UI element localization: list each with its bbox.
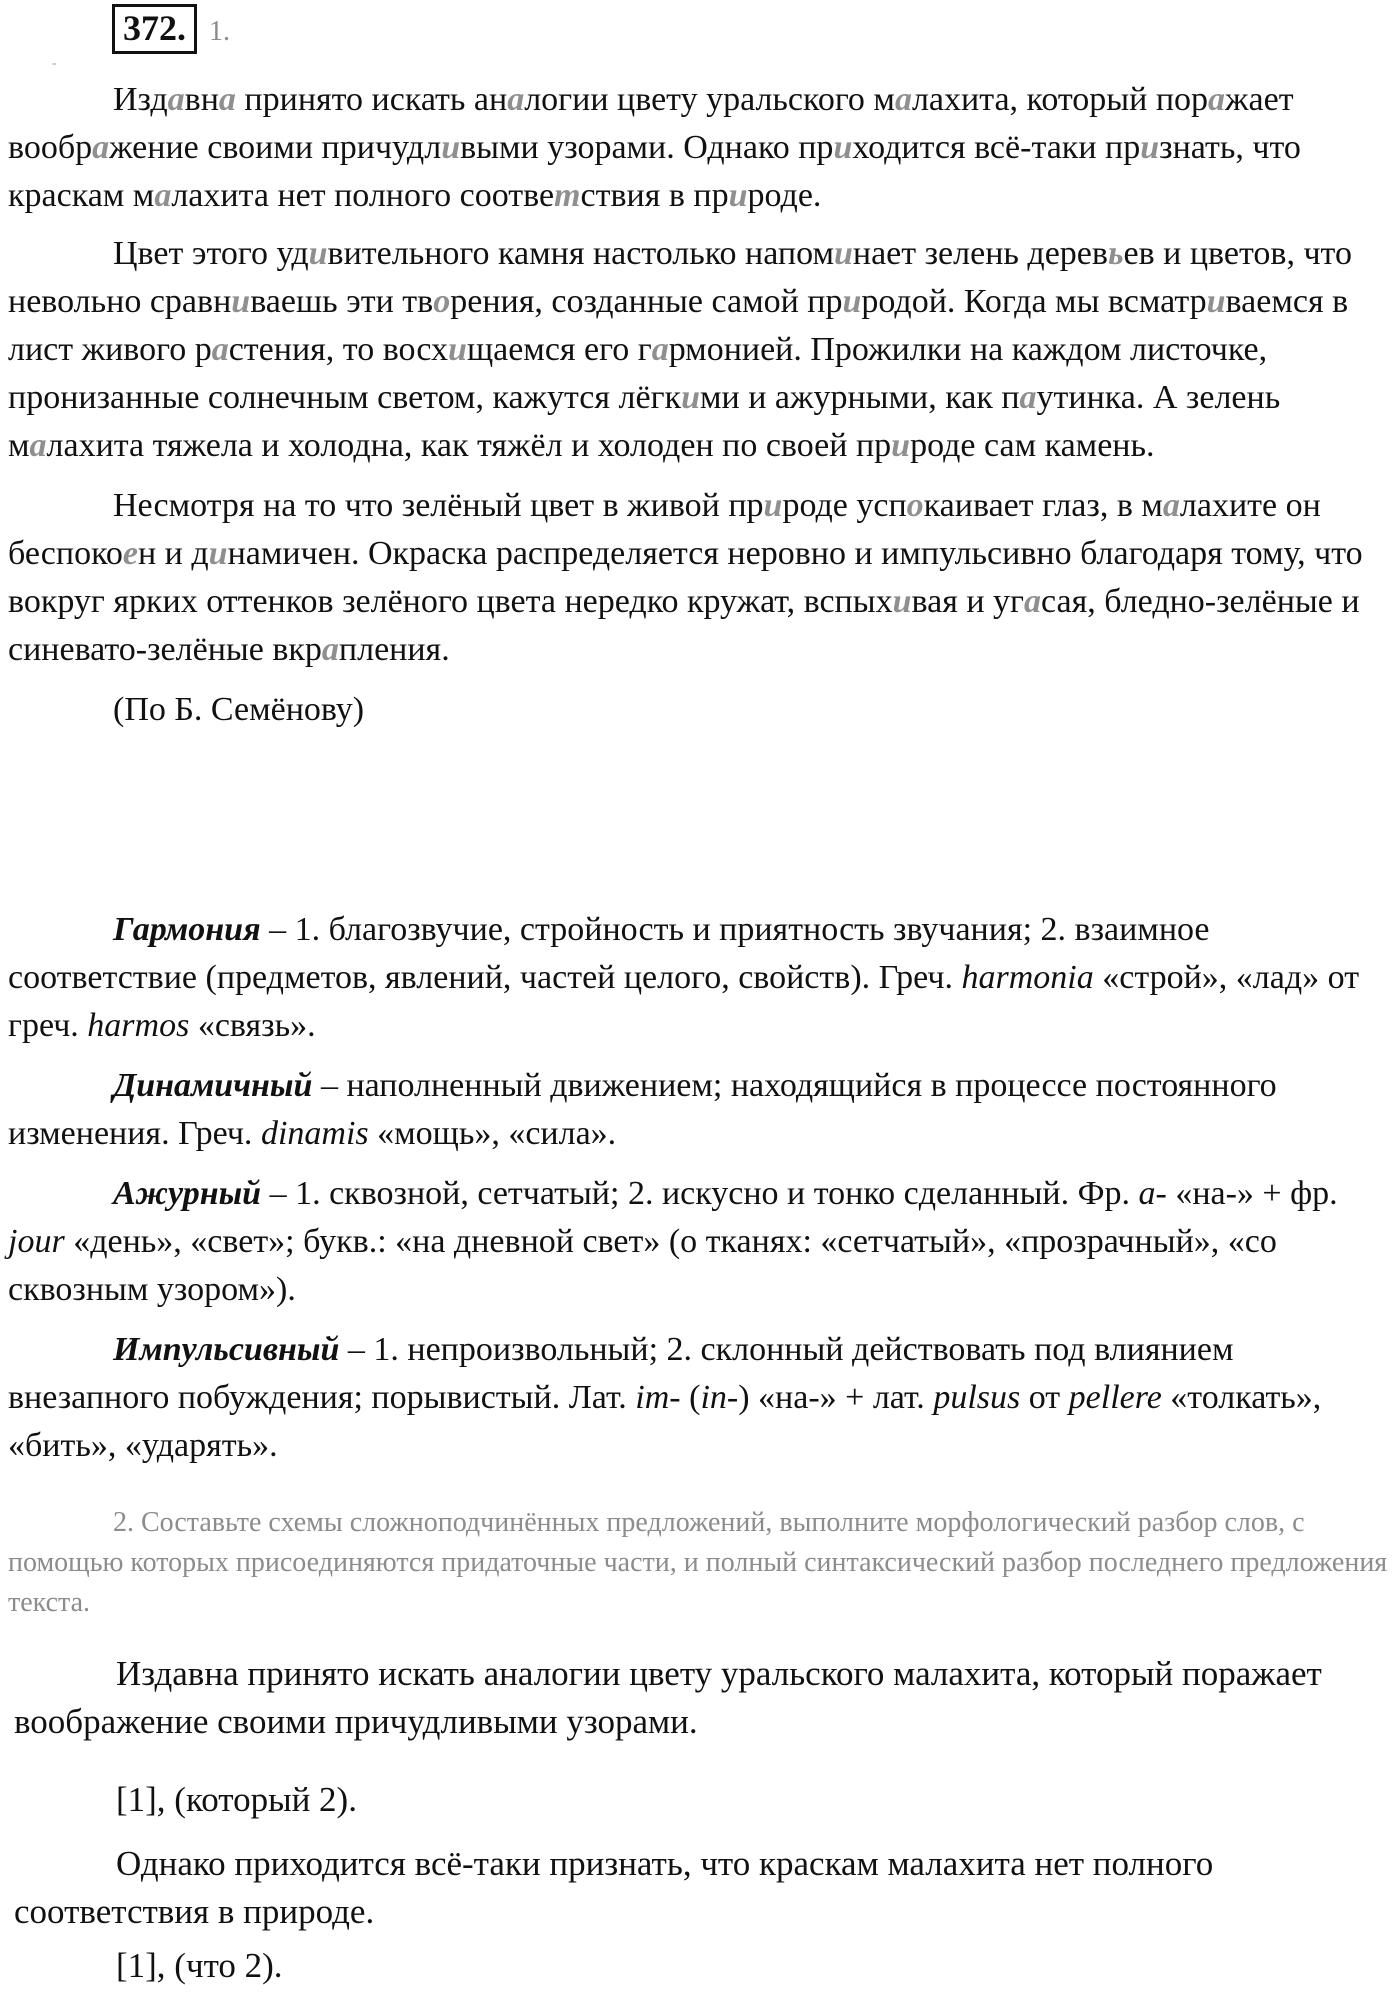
etymology-word: pellere xyxy=(1068,1379,1162,1416)
definition-text: – 1. сквозной, сетчатый; 2. искусно и тонко сделанный. Фр. xyxy=(269,1175,1139,1212)
task-2-text: 2. Составьте схемы сложноподчинённых предложений, выполните морфологический разбор слов, с помощью которых присоединяются придаточные части, и полный синтаксический разбор последнего предложения текста. xyxy=(8,1507,1388,1618)
inserted-letter: и xyxy=(448,331,467,368)
definition-text: «толкать», «бить», «ударять». xyxy=(8,1379,1322,1464)
paragraph-2 xyxy=(8,230,1388,470)
etymology-word: in- xyxy=(700,1379,739,1416)
text-segment: принято искать ан xyxy=(235,81,508,118)
text-segment: лахита, который пор xyxy=(911,81,1209,118)
text-segment: стения, то восх xyxy=(228,331,449,368)
glossary-term: Импульсивный xyxy=(113,1331,340,1368)
inserted-letter: а xyxy=(211,331,229,368)
text-segment: лахита нет полного соотве xyxy=(171,177,555,214)
inserted-letter: а xyxy=(1208,81,1226,118)
answer-sentence-1 xyxy=(14,1650,1384,1746)
text-segment: лахите он беспоко xyxy=(8,487,1321,572)
text-segment: жение своими причудл xyxy=(109,129,442,166)
text-segment: Несмотря на то что зелёный цвет в живой пр xyxy=(113,487,764,524)
definition-text: – 1. непроизвольный; 2. склонный действовать под влиянием внезапного побуждения; порывистый. Лат. xyxy=(8,1331,1234,1416)
answer-sentence-2-text: Однако приходится всё-таки признать, что краскам малахита нет полного соответствия в природе. xyxy=(14,1844,1214,1931)
definition-text: «на-» + фр. xyxy=(1166,1175,1338,1212)
text-segment: щаемся его г xyxy=(466,331,652,368)
source-attribution: (По Б. Семёнову) xyxy=(113,691,365,728)
inserted-letter: а xyxy=(507,81,525,118)
inserted-letter: а xyxy=(167,81,185,118)
inserted-letter: о xyxy=(433,283,451,320)
definition-text: ) «на-» + лат. xyxy=(738,1379,934,1416)
inserted-letter: и xyxy=(833,129,853,166)
text-segment: Изд xyxy=(113,81,168,118)
text-segment: жает вообр xyxy=(8,81,1294,166)
task-2 xyxy=(8,1503,1388,1623)
inserted-letter: т xyxy=(554,177,581,214)
etymology-word: jour xyxy=(8,1223,65,1260)
text-segment: рения, созданные самой пр xyxy=(450,283,843,320)
glossary-term: Гармония xyxy=(113,911,261,948)
text-segment: нает зелень дерев xyxy=(852,235,1108,272)
text-segment: ми и ажурными, как п xyxy=(699,379,1020,416)
text-segment: лахита тяжела и холодна, как тяжёл и холоден по своей пр xyxy=(46,427,892,464)
text-segment: родой. Когда мы всматр xyxy=(861,283,1207,320)
paragraph-3 xyxy=(8,482,1388,674)
inserted-letter: и xyxy=(842,283,862,320)
inserted-letter: а xyxy=(321,631,339,668)
glossary-entry-dinamichnyy xyxy=(8,1062,1388,1158)
etymology-word: pulsus xyxy=(933,1379,1021,1416)
definition-text: «связь». xyxy=(189,1007,316,1044)
margin-mark: - xyxy=(52,56,57,71)
inserted-letter: и xyxy=(681,379,700,416)
text-segment: н и д xyxy=(137,535,209,572)
text-segment: выми узорами. Однако пр xyxy=(460,129,834,166)
definition-text: «строй», «лад» от греч. xyxy=(8,959,1360,1044)
etymology-word: harmos xyxy=(87,1007,190,1044)
etymology-word: a- xyxy=(1138,1175,1167,1212)
inserted-letter: и xyxy=(441,129,461,166)
inserted-letter: а xyxy=(1019,379,1037,416)
glossary-term: Динамичный xyxy=(113,1067,313,1104)
text-segment: ев и цветов, что невольно сравн xyxy=(8,235,1352,320)
text-segment: ваемся в лист живого р xyxy=(8,283,1349,368)
inserted-letter: а xyxy=(651,331,669,368)
definition-text: «мощь», «сила». xyxy=(368,1115,617,1152)
glossary-entry-azhurnyy xyxy=(8,1170,1388,1314)
glossary xyxy=(8,906,1388,1470)
inserted-letter: и xyxy=(891,427,911,464)
exercise-part-label: 1. xyxy=(209,16,230,47)
definition-text: – наполненный движением; находящийся в процессе постоянного изменения. Греч. xyxy=(8,1067,1277,1152)
answer-sentence-1-text: Издавна принято искать аналогии цвету уральского малахита, который поражает воображение своими причудливыми узорами. xyxy=(14,1654,1322,1741)
text-segment: ствия в пр xyxy=(580,177,729,214)
text-segment: ходится всё-таки пр xyxy=(852,129,1141,166)
inserted-letter: и xyxy=(833,235,853,272)
glossary-entry-impulsivnyy xyxy=(8,1326,1388,1470)
inserted-letter: и xyxy=(892,583,912,620)
text-segment: сая, бледно-зелёные и синевато-зелёные вкр xyxy=(8,583,1360,668)
answer-sentence-2 xyxy=(14,1840,1384,1936)
text-segment: вительного камня настолько напом xyxy=(327,235,834,272)
inserted-letter: а xyxy=(218,81,236,118)
text-segment: каивает глаз, в м xyxy=(923,487,1163,524)
paragraph-1 xyxy=(8,76,1388,220)
text-segment: знать, что краскам м xyxy=(8,129,1301,214)
etymology-word: im- xyxy=(635,1379,681,1416)
glossary-entry-garmoniya xyxy=(8,906,1388,1050)
inserted-letter: е xyxy=(122,535,138,572)
inserted-letter: и xyxy=(208,535,228,572)
text-segment: намичен. Окраска распределяется неровно и импульсивно благодаря тому, что вокруг ярких оттенков зелёного цвета нередко кружат, вспых xyxy=(8,535,1363,620)
inserted-letter: а xyxy=(29,427,47,464)
text-segment: утинка. А зелень м xyxy=(8,379,1281,464)
text-segment: роде. xyxy=(747,177,822,214)
inserted-letter: и xyxy=(231,283,251,320)
main-text xyxy=(8,76,1388,734)
inserted-letter: о xyxy=(906,487,924,524)
text-segment: пления. xyxy=(338,631,450,668)
inserted-letter: а xyxy=(92,129,110,166)
text-segment: рмонией. Прожилки на каждом листочке, пронизанные солнечным светом, кажутся лёгк xyxy=(8,331,1268,416)
text-segment: ваешь эти тв xyxy=(250,283,434,320)
inserted-letter: а xyxy=(1024,583,1042,620)
inserted-letter: и xyxy=(308,235,328,272)
inserted-letter: а xyxy=(894,81,912,118)
exercise-header xyxy=(112,4,230,52)
exercise-number: 372. xyxy=(112,4,197,54)
text-segment: Цвет этого уд xyxy=(113,235,309,272)
definition-text: от xyxy=(1020,1379,1069,1416)
text-segment: роде сам камень. xyxy=(910,427,1155,464)
definition-text: – 1. благозвучие, стройность и приятность звучания; 2. взаимное соответствие (предметов, явлений, частей целого, свойств). Греч. xyxy=(8,911,1210,996)
answer-scheme-2: [1], (что 2). xyxy=(116,1946,283,1985)
inserted-letter: ь xyxy=(1107,235,1124,272)
answer-scheme-1: [1], (который 2). xyxy=(116,1780,357,1819)
inserted-letter: и xyxy=(1206,283,1226,320)
definition-text: «день», «свет»; букв.: «на дневной свет» (о тканях: «сетчатый», «прозрачный», «со сквозным узором»). xyxy=(8,1223,1277,1308)
text-segment: вая и уг xyxy=(911,583,1025,620)
glossary-term: Ажурный xyxy=(113,1175,262,1212)
etymology-word: harmonia xyxy=(961,959,1094,996)
text-segment: логии цвету уральского м xyxy=(524,81,895,118)
inserted-letter: и xyxy=(763,487,783,524)
inserted-letter: и xyxy=(728,177,748,214)
inserted-letter: и xyxy=(1140,129,1160,166)
text-segment: роде усп xyxy=(782,487,907,524)
etymology-word: dinamis xyxy=(260,1115,369,1152)
inserted-letter: а xyxy=(154,177,172,214)
definition-text: ( xyxy=(680,1379,701,1416)
inserted-letter: а xyxy=(1162,487,1180,524)
text-segment: вн xyxy=(184,81,219,118)
